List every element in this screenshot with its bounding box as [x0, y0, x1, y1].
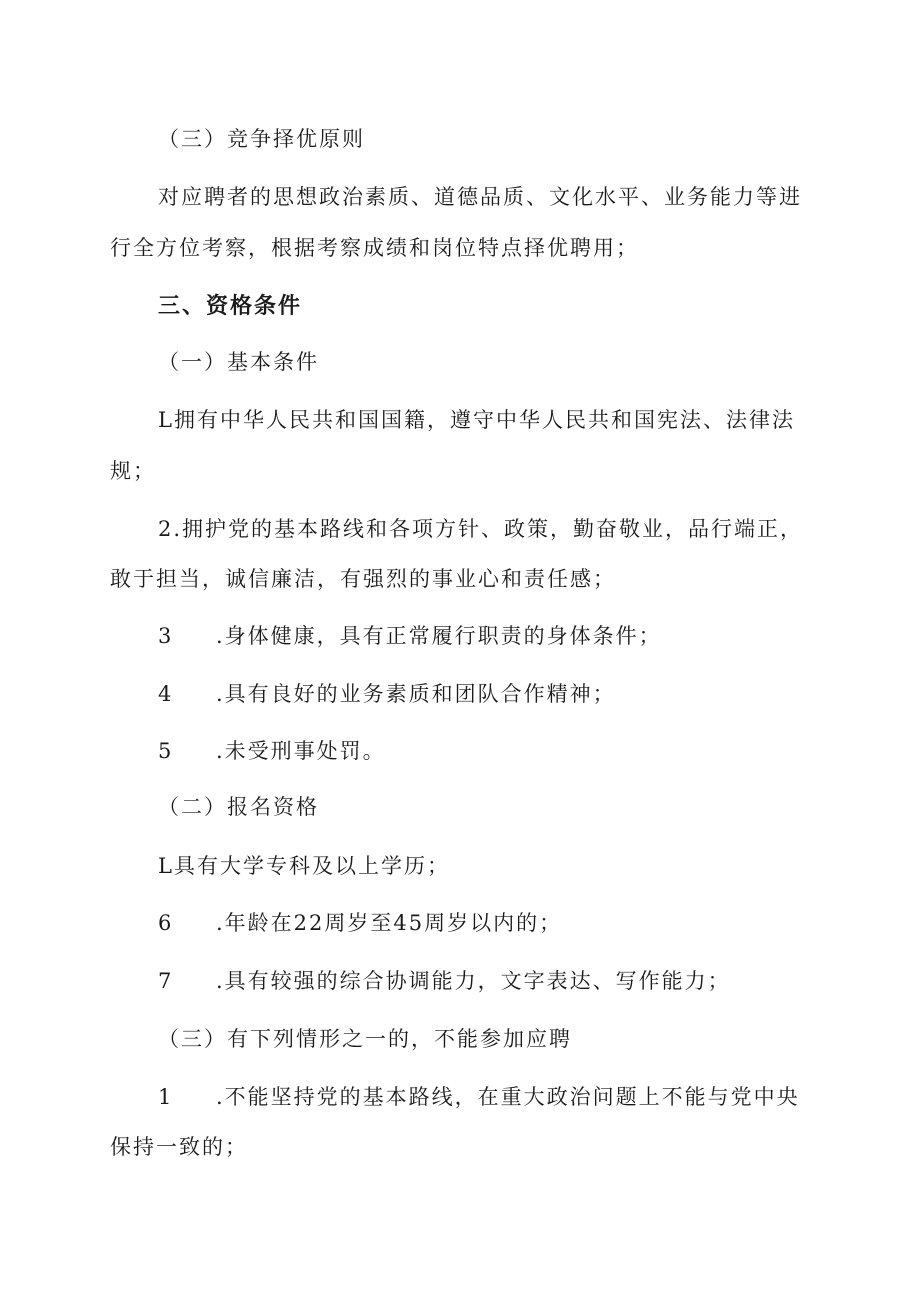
list-text: .具有较强的综合协调能力，文字表达、写作能力；: [216, 969, 731, 993]
list-text: .未受刑事处罚。: [216, 739, 386, 763]
subsection-heading-basic: （一）基本条件: [158, 350, 319, 374]
list-item-line: L拥有中华人民共和国国籍，遵守中华人民共和国宪法、法律法: [158, 408, 795, 432]
list-item-line: 规；: [110, 459, 156, 483]
list-number: 5: [158, 739, 172, 763]
section-heading-qualifications: 三、资格条件: [158, 294, 303, 319]
list-item: [158, 684, 616, 705]
paragraph-line: 对应聘者的思想政治素质、道德品质、文化水平、业务能力等进: [158, 185, 802, 209]
list-text: .身体健康，具有正常履行职责的身体条件；: [216, 624, 662, 648]
list-item-line: 保持一致的；: [110, 1135, 248, 1159]
list-item: [158, 626, 662, 647]
list-item: [158, 1087, 800, 1108]
list-item: [158, 913, 562, 934]
list-item-line: 敢于担当，诚信廉洁，有强烈的事业心和责任感；: [110, 567, 616, 591]
list-number: 7: [158, 969, 172, 993]
subsection-heading-signup: （二）报名资格: [158, 795, 319, 819]
list-text: .不能坚持党的基本路线，在重大政治问题上不能与党中央: [216, 1085, 800, 1109]
subsection-heading-exclusion: （三）有下列情形之一的，不能参加应聘: [158, 1027, 572, 1051]
subsection-heading-competition: （三）竞争择优原则: [158, 127, 365, 151]
list-item-line: 2.拥护党的基本路线和各项方针、政策，勤奋敬业，品行端正，: [158, 517, 804, 541]
list-item-line: L具有大学专科及以上学历；: [158, 854, 450, 878]
list-text: .年龄在22周岁至45周岁以内的；: [216, 911, 563, 935]
list-number: 6: [158, 911, 172, 935]
list-item: [158, 971, 731, 992]
paragraph-line: 行全方位考察，根据考察成绩和岗位特点择优聘用；: [110, 236, 639, 260]
list-number: 1: [158, 1085, 172, 1109]
list-item: [158, 741, 386, 762]
list-text: .具有良好的业务素质和团队合作精神；: [216, 682, 616, 706]
list-number: 3: [158, 624, 172, 648]
list-number: 4: [158, 682, 172, 706]
